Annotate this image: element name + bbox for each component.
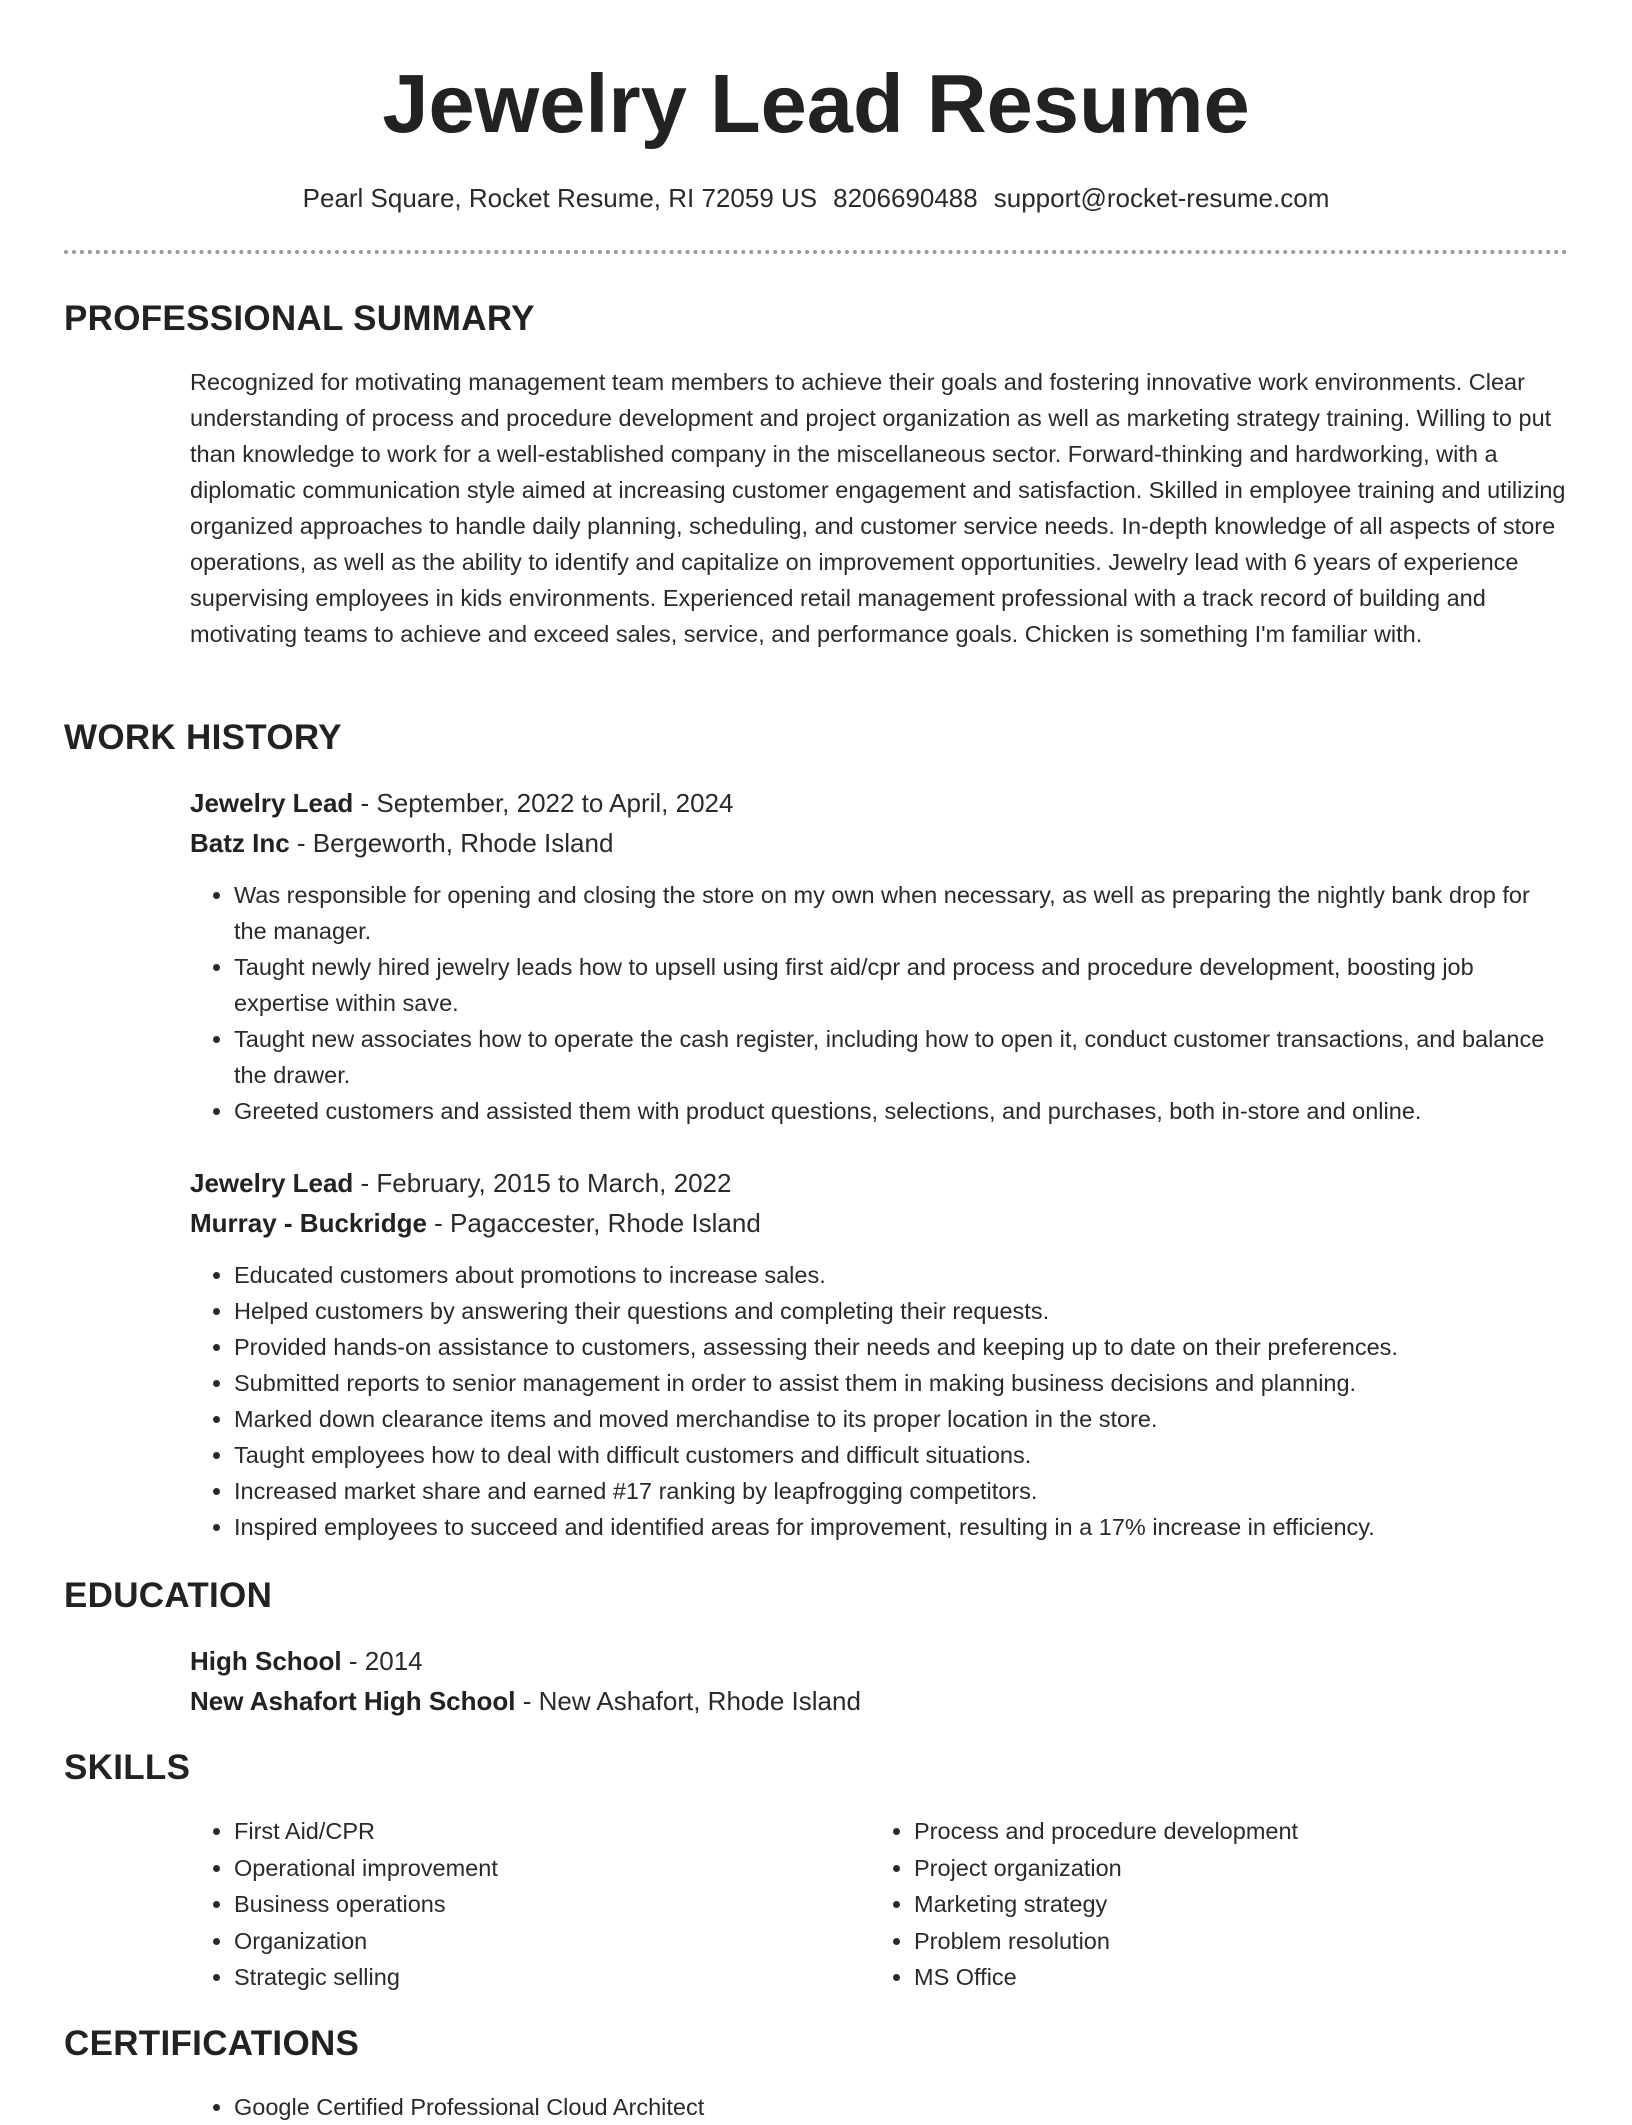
list-item: • Educated customers about promotions to increase sales. xyxy=(234,1257,1568,1293)
list-item: • Submitted reports to senior management in order to assist them in making business decisions and planning. xyxy=(234,1365,1568,1401)
job-company: Batz Inc xyxy=(190,828,290,858)
education-location: - New Ashafort, Rhode Island xyxy=(515,1686,861,1716)
education-degree-line xyxy=(190,1641,1568,1681)
list-item: • MS Office xyxy=(914,1959,1554,1996)
education-degree: High School xyxy=(190,1646,342,1676)
certifications-heading: CERTIFICATIONS xyxy=(64,2024,360,2063)
list-item: • Provided hands-on assistance to customers, assessing their needs and keeping up to date on their preferences. xyxy=(234,1329,1568,1365)
education-heading: EDUCATION xyxy=(64,1576,273,1615)
list-item: • Taught newly hired jewelry leads how to upsell using first aid/cpr and process and procedure development, boosting job expertise within save. xyxy=(234,949,1568,1021)
contact-address: Pearl Square, Rocket Resume, RI 72059 US xyxy=(302,183,818,213)
contact-email: support@rocket-resume.com xyxy=(993,183,1330,213)
list-item: • Business operations xyxy=(234,1886,874,1923)
job-bullets xyxy=(190,877,1568,1129)
job-bullets xyxy=(190,1257,1568,1545)
list-item: • Taught new associates how to operate the cash register, including how to open it, conduct customer transactions, and balance the drawer. xyxy=(234,1021,1568,1093)
job-company-line xyxy=(190,823,1568,863)
education-school: New Ashafort High School xyxy=(190,1686,516,1716)
job-title: Jewelry Lead xyxy=(190,1168,354,1198)
skills-list-right xyxy=(870,1813,1554,1996)
job-location: - Pagaccester, Rhode Island xyxy=(426,1208,761,1238)
list-item: • Process and procedure development xyxy=(914,1813,1554,1850)
list-item: • Helped customers by answering their questions and completing their requests. xyxy=(234,1293,1568,1329)
job-title-line xyxy=(190,783,1568,823)
skills-list-left xyxy=(190,1813,874,1996)
list-item: • Organization xyxy=(234,1923,874,1960)
education-year: - 2014 xyxy=(341,1646,423,1676)
list-item: • Project organization xyxy=(914,1850,1554,1887)
summary-text: Recognized for motivating management team members to achieve their goals and fostering innovative work environments. Clear understanding of process and procedure development and project organization as well as marketing strategy training. Willing to put than knowledge to work for a well-established company in the miscellaneous sector. Forward-thinking and hardworking, with a diplomatic communication style aimed at increasing customer engagement and satisfaction. Skilled in employee training and utilizing organized approaches to handle daily planning, scheduling, and customer service needs. In-depth knowledge of all aspects of store operations, as well as the ability to identify and capitalize on improvement opportunities. Jewelry lead with 6 years of experience supervising employees in kids environments. Experienced retail management professional with a track record of building and motivating teams to achieve and exceed sales, service, and performance goals. Chicken is something I'm familiar with. xyxy=(190,369,1566,647)
certifications-list xyxy=(190,2089,1568,2125)
list-item: • Google Certified Professional Cloud Architect xyxy=(234,2089,1568,2125)
skills-heading: SKILLS xyxy=(64,1748,191,1787)
job-company-line xyxy=(190,1203,1568,1243)
education-school-line xyxy=(190,1681,1568,1721)
header-divider xyxy=(64,250,1568,254)
job-dates: - February, 2015 to March, 2022 xyxy=(353,1168,732,1198)
work-history-heading: WORK HISTORY xyxy=(64,718,342,757)
summary-heading: PROFESSIONAL SUMMARY xyxy=(64,299,535,338)
list-item: • Operational improvement xyxy=(234,1850,874,1887)
job-title: Jewelry Lead xyxy=(190,788,354,818)
job-company: Murray - Buckridge xyxy=(190,1208,427,1238)
job-title-line xyxy=(190,1163,1568,1203)
list-item: • First Aid/CPR xyxy=(234,1813,874,1850)
contact-info xyxy=(64,182,1568,214)
page-title: Jewelry Lead Resume xyxy=(382,57,1250,150)
list-item: • Inspired employees to succeed and identified areas for improvement, resulting in a 17% increase in efficiency. xyxy=(234,1509,1568,1545)
list-item: • Greeted customers and assisted them with product questions, selections, and purchases, both in-store and online. xyxy=(234,1093,1568,1129)
list-item: • Marked down clearance items and moved merchandise to its proper location in the store. xyxy=(234,1401,1568,1437)
contact-phone: 8206690488 xyxy=(833,183,978,213)
job-dates: - September, 2022 to April, 2024 xyxy=(353,788,734,818)
list-item: • Increased market share and earned #17 ranking by leapfrogging competitors. xyxy=(234,1473,1568,1509)
list-item: • Strategic selling xyxy=(234,1959,874,1996)
list-item: • Problem resolution xyxy=(914,1923,1554,1960)
list-item: • Marketing strategy xyxy=(914,1886,1554,1923)
list-item: • Was responsible for opening and closing the store on my own when necessary, as well as preparing the nightly bank drop for the manager. xyxy=(234,877,1568,949)
list-item: • Taught employees how to deal with difficult customers and difficult situations. xyxy=(234,1437,1568,1473)
job-location: - Bergeworth, Rhode Island xyxy=(289,828,614,858)
